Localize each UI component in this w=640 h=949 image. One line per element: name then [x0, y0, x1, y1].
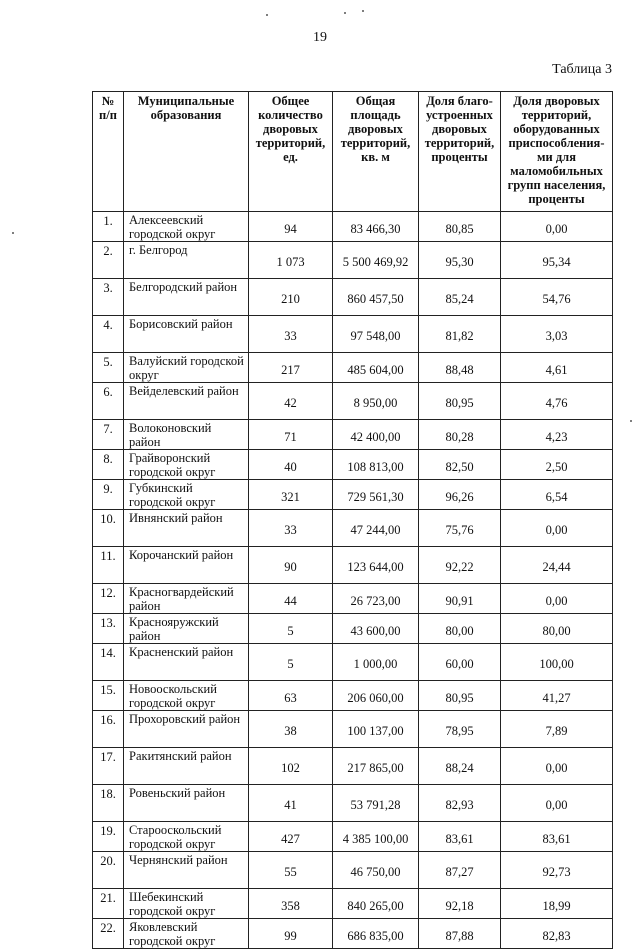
yard-count-cell: 5 [249, 614, 333, 644]
accessible-share-cell: 100,00 [501, 644, 613, 681]
header-cell: Общее количество дворовых территорий, ед. [249, 92, 333, 212]
improved-share-cell: 87,27 [419, 852, 501, 889]
scan-speck [362, 10, 364, 12]
improved-share-cell: 80,28 [419, 420, 501, 450]
yard-count-cell: 44 [249, 584, 333, 614]
yard-count-cell: 217 [249, 353, 333, 383]
accessible-share-cell: 41,27 [501, 681, 613, 711]
accessible-share-cell: 0,00 [501, 510, 613, 547]
yard-count-cell: 33 [249, 316, 333, 353]
page-number: 19 [313, 30, 327, 45]
table-row [93, 510, 613, 547]
accessible-share-cell: 3,03 [501, 316, 613, 353]
yard-area-cell: 83 466,30 [333, 212, 419, 242]
table-row [93, 711, 613, 748]
row-number-cell: 21. [93, 889, 124, 919]
table-row [93, 584, 613, 614]
yard-count-cell: 321 [249, 480, 333, 510]
header-cell: Доля благо-устроенных дворовых территорий, проценты [419, 92, 501, 212]
accessible-share-cell: 4,23 [501, 420, 613, 450]
yard-area-cell: 47 244,00 [333, 510, 419, 547]
yard-area-cell: 123 644,00 [333, 547, 419, 584]
scan-speck [344, 12, 346, 14]
row-number-cell: 13. [93, 614, 124, 644]
table-row [93, 614, 613, 644]
row-number-cell: 15. [93, 681, 124, 711]
municipality-name-cell: Алексеевский городской округ [124, 212, 249, 242]
improved-share-cell: 87,88 [419, 919, 501, 949]
table-row [93, 480, 613, 510]
yard-count-cell: 38 [249, 711, 333, 748]
accessible-share-cell: 6,54 [501, 480, 613, 510]
table-row [93, 279, 613, 316]
municipality-name-cell: Краснояружский район [124, 614, 249, 644]
accessible-share-cell: 24,44 [501, 547, 613, 584]
row-number-cell: 9. [93, 480, 124, 510]
row-number-cell: 20. [93, 852, 124, 889]
table-row [93, 852, 613, 889]
accessible-share-cell: 0,00 [501, 748, 613, 785]
improved-share-cell: 95,30 [419, 242, 501, 279]
municipality-name-cell: Корочанский район [124, 547, 249, 584]
improved-share-cell: 80,85 [419, 212, 501, 242]
table-row [93, 644, 613, 681]
yard-area-cell: 1 000,00 [333, 644, 419, 681]
improved-share-cell: 92,22 [419, 547, 501, 584]
yard-area-cell: 97 548,00 [333, 316, 419, 353]
table-row [93, 450, 613, 480]
municipality-name-cell: Прохоровский район [124, 711, 249, 748]
municipality-name-cell: Волоконовский район [124, 420, 249, 450]
row-number-cell: 19. [93, 822, 124, 852]
municipality-name-cell: Ивнянский район [124, 510, 249, 547]
yard-count-cell: 427 [249, 822, 333, 852]
yard-area-cell: 26 723,00 [333, 584, 419, 614]
row-number-cell: 8. [93, 450, 124, 480]
municipality-name-cell: Ровеньский район [124, 785, 249, 822]
yard-count-cell: 63 [249, 681, 333, 711]
header-cell: Муниципальные образования [124, 92, 249, 212]
yard-count-cell: 41 [249, 785, 333, 822]
yard-count-cell: 1 073 [249, 242, 333, 279]
improved-share-cell: 81,82 [419, 316, 501, 353]
accessible-share-cell: 18,99 [501, 889, 613, 919]
table-caption: Таблица 3 [552, 62, 612, 77]
yard-count-cell: 40 [249, 450, 333, 480]
yard-area-cell: 100 137,00 [333, 711, 419, 748]
row-number-cell: 1. [93, 212, 124, 242]
row-number-cell: 7. [93, 420, 124, 450]
accessible-share-cell: 0,00 [501, 212, 613, 242]
accessible-share-cell: 4,76 [501, 383, 613, 420]
yard-count-cell: 71 [249, 420, 333, 450]
accessible-share-cell: 4,61 [501, 353, 613, 383]
yard-count-cell: 90 [249, 547, 333, 584]
improved-share-cell: 82,50 [419, 450, 501, 480]
yard-area-cell: 108 813,00 [333, 450, 419, 480]
row-number-cell: 17. [93, 748, 124, 785]
improved-share-cell: 96,26 [419, 480, 501, 510]
yard-count-cell: 33 [249, 510, 333, 547]
improved-share-cell: 90,91 [419, 584, 501, 614]
table-row [93, 212, 613, 242]
yard-count-cell: 94 [249, 212, 333, 242]
table-row [93, 383, 613, 420]
data-table [92, 91, 613, 949]
table-row [93, 547, 613, 584]
improved-share-cell: 83,61 [419, 822, 501, 852]
improved-share-cell: 75,76 [419, 510, 501, 547]
improved-share-cell: 85,24 [419, 279, 501, 316]
municipality-name-cell: Красногвардейский район [124, 584, 249, 614]
row-number-cell: 18. [93, 785, 124, 822]
yard-area-cell: 5 500 469,92 [333, 242, 419, 279]
municipality-name-cell: Новооскольский городской округ [124, 681, 249, 711]
table-row [93, 681, 613, 711]
header-cell: Общая площадь дворовых территорий, кв. м [333, 92, 419, 212]
improved-share-cell: 88,24 [419, 748, 501, 785]
row-number-cell: 22. [93, 919, 124, 949]
yard-count-cell: 210 [249, 279, 333, 316]
accessible-share-cell: 82,83 [501, 919, 613, 949]
municipality-name-cell: Яковлевский городской округ [124, 919, 249, 949]
improved-share-cell: 82,93 [419, 785, 501, 822]
accessible-share-cell: 0,00 [501, 584, 613, 614]
table-row [93, 420, 613, 450]
row-number-cell: 4. [93, 316, 124, 353]
table-row [93, 889, 613, 919]
municipality-name-cell: Белгородский район [124, 279, 249, 316]
yard-area-cell: 8 950,00 [333, 383, 419, 420]
header-cell: Доля дворовых территорий, оборудованных приспособления-ми для маломобильных групп населения, проценты [501, 92, 613, 212]
yard-area-cell: 840 265,00 [333, 889, 419, 919]
municipality-name-cell: Грайворонский городской округ [124, 450, 249, 480]
table-row [93, 242, 613, 279]
table-row [93, 748, 613, 785]
municipality-name-cell: Чернянский район [124, 852, 249, 889]
accessible-share-cell: 2,50 [501, 450, 613, 480]
yard-area-cell: 485 604,00 [333, 353, 419, 383]
row-number-cell: 14. [93, 644, 124, 681]
accessible-share-cell: 92,73 [501, 852, 613, 889]
yard-count-cell: 358 [249, 889, 333, 919]
municipality-name-cell: Вейделевский район [124, 383, 249, 420]
table-row [93, 785, 613, 822]
table-row [93, 919, 613, 949]
yard-count-cell: 102 [249, 748, 333, 785]
scan-speck [266, 14, 268, 16]
improved-share-cell: 80,00 [419, 614, 501, 644]
improved-share-cell: 78,95 [419, 711, 501, 748]
table-body [93, 212, 613, 949]
yard-area-cell: 42 400,00 [333, 420, 419, 450]
municipality-name-cell: г. Белгород [124, 242, 249, 279]
accessible-share-cell: 95,34 [501, 242, 613, 279]
municipality-name-cell: Валуйский городской округ [124, 353, 249, 383]
municipality-name-cell: Шебекинский городской округ [124, 889, 249, 919]
accessible-share-cell: 80,00 [501, 614, 613, 644]
municipality-name-cell: Старооскольский городской округ [124, 822, 249, 852]
accessible-share-cell: 54,76 [501, 279, 613, 316]
table-row [93, 316, 613, 353]
row-number-cell: 5. [93, 353, 124, 383]
improved-share-cell: 92,18 [419, 889, 501, 919]
yard-area-cell: 43 600,00 [333, 614, 419, 644]
municipality-name-cell: Ракитянский район [124, 748, 249, 785]
row-number-cell: 3. [93, 279, 124, 316]
scan-speck [630, 420, 632, 422]
table-header-row [93, 92, 613, 212]
yard-area-cell: 729 561,30 [333, 480, 419, 510]
improved-share-cell: 60,00 [419, 644, 501, 681]
yard-area-cell: 860 457,50 [333, 279, 419, 316]
yard-count-cell: 5 [249, 644, 333, 681]
yard-area-cell: 206 060,00 [333, 681, 419, 711]
municipality-name-cell: Борисовский район [124, 316, 249, 353]
yard-area-cell: 686 835,00 [333, 919, 419, 949]
row-number-cell: 10. [93, 510, 124, 547]
accessible-share-cell: 7,89 [501, 711, 613, 748]
table-row [93, 822, 613, 852]
yard-count-cell: 99 [249, 919, 333, 949]
row-number-cell: 6. [93, 383, 124, 420]
yard-area-cell: 217 865,00 [333, 748, 419, 785]
yard-count-cell: 55 [249, 852, 333, 889]
improved-share-cell: 80,95 [419, 383, 501, 420]
accessible-share-cell: 83,61 [501, 822, 613, 852]
scan-speck [12, 232, 14, 234]
row-number-cell: 11. [93, 547, 124, 584]
row-number-cell: 2. [93, 242, 124, 279]
accessible-share-cell: 0,00 [501, 785, 613, 822]
table-row [93, 353, 613, 383]
yard-area-cell: 4 385 100,00 [333, 822, 419, 852]
improved-share-cell: 88,48 [419, 353, 501, 383]
header-cell: № п/п [93, 92, 124, 212]
municipality-name-cell: Красненский район [124, 644, 249, 681]
municipality-name-cell: Губкинский городской округ [124, 480, 249, 510]
row-number-cell: 16. [93, 711, 124, 748]
yard-area-cell: 53 791,28 [333, 785, 419, 822]
yard-area-cell: 46 750,00 [333, 852, 419, 889]
row-number-cell: 12. [93, 584, 124, 614]
improved-share-cell: 80,95 [419, 681, 501, 711]
yard-count-cell: 42 [249, 383, 333, 420]
